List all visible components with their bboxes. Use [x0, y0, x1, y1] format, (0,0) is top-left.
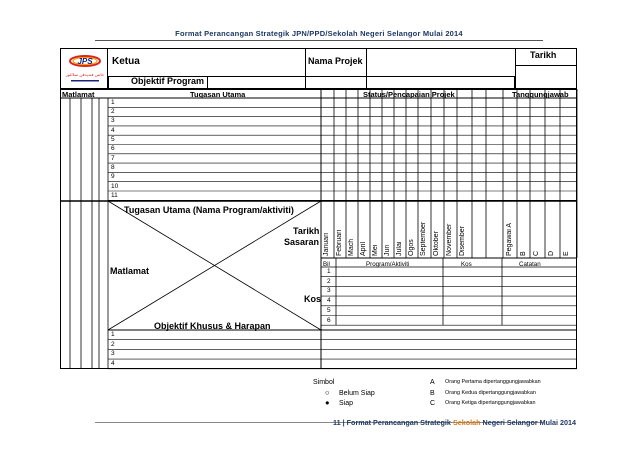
month-label: Mach	[348, 238, 355, 256]
responsibility-label: Pegawai A	[506, 222, 513, 256]
row-number: 3	[327, 287, 331, 295]
row-number: 4	[327, 297, 331, 305]
month-label: Ogos	[408, 239, 415, 256]
month-label: September	[420, 221, 427, 256]
sub-col-kos: Kos	[461, 261, 472, 268]
row-number: 1	[111, 331, 115, 338]
diag-objektif: Objektif Khusus & Harapan	[154, 321, 271, 331]
legend-letter-b: B	[430, 390, 435, 397]
footer-title-b: Sekolah	[452, 418, 481, 427]
legend-open-circle-icon: ○	[325, 388, 330, 397]
month-label: Oktober	[433, 231, 440, 256]
row-number: 4	[111, 126, 115, 134]
page-footer	[333, 418, 576, 427]
svg-text:JPS: JPS	[77, 57, 93, 66]
sub-col-bil: Bil	[323, 261, 330, 268]
legend-text-a: Orang Pertama dipertanggungjawabkan	[445, 379, 541, 385]
row-number: 6	[327, 316, 331, 324]
col-tanggungjawab: Tanggungjawab	[512, 90, 569, 99]
diag-tarikh: Tarikh	[293, 226, 320, 236]
row-number: 3	[111, 117, 115, 125]
nama-projek-label: Nama Projek	[308, 56, 363, 66]
svg-text:جابتن فنديدقن سلاغور: جابتن فنديدقن سلاغور	[65, 72, 105, 77]
tarikh-label: Tarikh	[530, 50, 557, 60]
legend-text-c: Orang Ketiga dipertanggungjawabkan	[445, 400, 536, 406]
ketua-label: Ketua	[112, 56, 140, 67]
page-header: Format Perancangan Strategik JPN/PPD/Sekolah Negeri Selangor Mulai 2014	[175, 29, 463, 38]
diag-tugasan: Tugasan Utama (Nama Program/aktiviti)	[124, 205, 294, 215]
legend-siap: Siap	[339, 400, 354, 407]
responsibility-label: D	[548, 250, 555, 256]
row-number: 1	[327, 268, 331, 275]
row-number: 6	[111, 145, 115, 153]
month-label: Januari	[323, 233, 330, 256]
row-number: 8	[111, 163, 115, 171]
diag-sasaran: Sasaran	[284, 237, 320, 247]
legend-filled-circle-icon: ●	[325, 398, 330, 407]
row-number: 1	[111, 98, 115, 106]
footer-title-a: Format Perancangan Strategik	[346, 418, 451, 427]
row-number: 10	[111, 182, 119, 190]
row-number: 9	[111, 173, 115, 181]
legend-simbol: Simbol	[313, 379, 335, 386]
row-number: 2	[111, 108, 115, 116]
sub-col-catatan: Catatan	[519, 261, 541, 268]
row-number: 11	[111, 191, 118, 199]
month-label: April	[360, 241, 367, 256]
month-label: Jun	[384, 244, 391, 256]
month-label: Februari	[336, 229, 343, 256]
row-number: 3	[111, 350, 115, 358]
legend-letter-c: C	[430, 400, 436, 407]
row-number: 5	[327, 306, 331, 314]
diag-kos: Kos	[304, 294, 322, 304]
row-number: 2	[111, 340, 115, 348]
objektif-label: Objektif Program	[131, 76, 205, 86]
month-label: Julai	[396, 241, 403, 256]
legend-text-b: Orang Kedua dipertanggungjawabkan	[445, 390, 536, 396]
responsibility-label: C	[533, 250, 540, 256]
month-label: November	[446, 223, 453, 256]
diag-matlamat: Matlamat	[110, 266, 150, 276]
row-number: 2	[327, 277, 331, 285]
col-status: Status/Pencapaian Projek	[363, 90, 455, 99]
col-matlamat: Matlamat	[62, 90, 95, 99]
month-label: Disember	[459, 226, 466, 256]
footer-page-number: 11	[333, 418, 341, 427]
responsibility-label: E	[563, 251, 570, 256]
col-tugasan: Tugasan Utama	[190, 90, 246, 99]
row-number: 7	[111, 154, 115, 162]
responsibility-label: B	[520, 251, 527, 256]
footer-separator: |	[342, 418, 345, 427]
footer-title-c: Negeri Selangor Mulai 2014	[482, 418, 576, 427]
month-label: Mei	[372, 244, 379, 256]
row-number: 4	[111, 360, 115, 368]
legend-belum-siap: Belum Siap	[339, 390, 375, 397]
sub-col-program: Program/Aktiviti	[366, 261, 410, 268]
row-number: 5	[111, 136, 115, 143]
legend-letter-a: A	[430, 379, 435, 386]
